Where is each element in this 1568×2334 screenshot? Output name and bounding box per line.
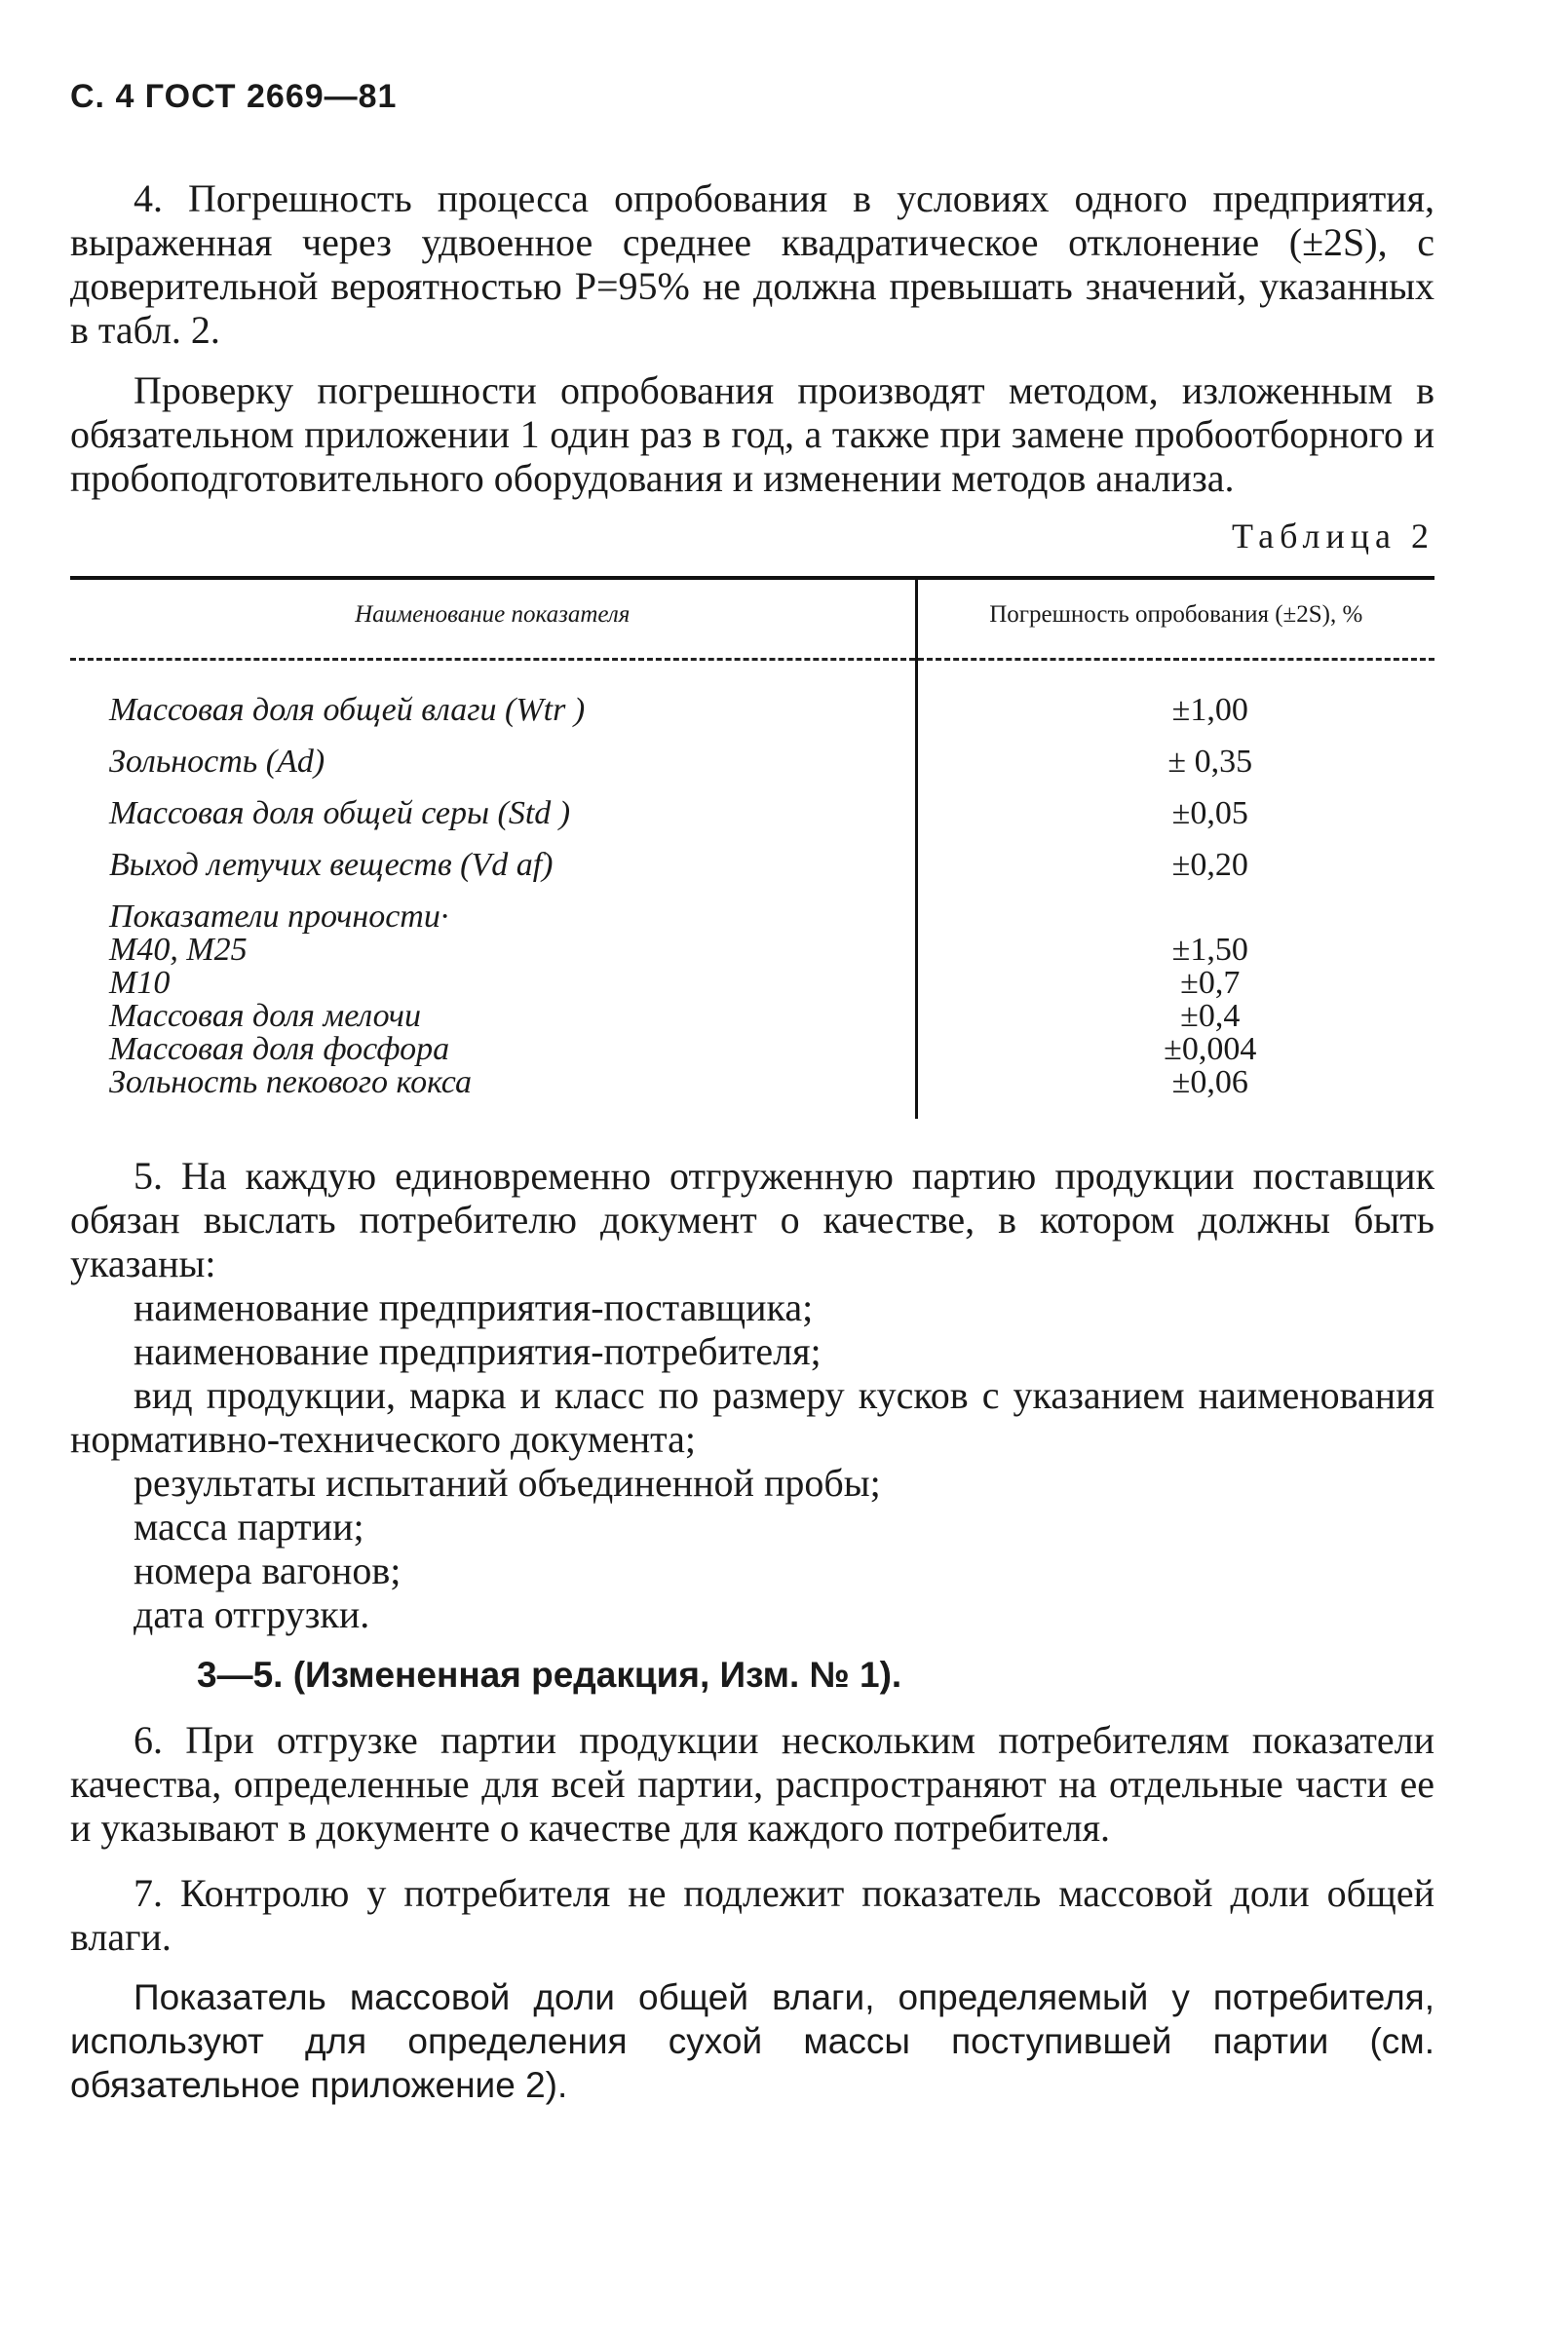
table-cell-name: Показатели прочности·	[109, 899, 449, 935]
table-cell-name: Массовая доля общей влаги (Wtr )	[109, 692, 586, 728]
table-cell-name: М10	[109, 965, 171, 1001]
paragraph-7: 7. Контролю у потребителя не подлежит показатель массовой доли общей влаги.	[70, 1871, 1434, 1959]
paragraph-5: 5. На каждую единовременно отгруженную партию продукции поставщик обязан выслать потребителю документ о качестве, в котором должны быть указаны:	[70, 1154, 1434, 1285]
paragraph-6: 6. При отгрузке партии продукции нескольким потребителям показатели качества, определенные для всей партии, распространяют на отдельные части ее и указывают в документе о качестве для каждого потребителя.	[70, 1718, 1434, 1850]
list-item: результаты испытаний объединенной пробы;	[134, 1461, 881, 1505]
table-cell-value: ±0,7	[916, 967, 1434, 1000]
table-cell-value: ±0,06	[916, 1066, 1434, 1119]
table-cell-name: Массовая доля мелочи	[109, 998, 422, 1034]
list-item: наименование предприятия-поставщика;	[134, 1285, 814, 1329]
table-row	[70, 694, 1434, 746]
table-cell-name: Зольность пекового кокса	[109, 1064, 472, 1100]
table-row	[70, 849, 1434, 900]
table-cell-value: ±1,50	[916, 934, 1434, 967]
table-header-name: Наименование показателя	[70, 578, 916, 660]
amendment-note: 3—5. (Измененная редакция, Изм. № 1).	[197, 1655, 902, 1695]
table-cell-value: ± 0,35	[916, 746, 1434, 797]
section-5	[70, 1154, 1434, 1697]
document-page	[70, 78, 1434, 2107]
error-table	[70, 576, 1434, 1119]
table-cell-name: Выход летучих веществ (Vd af)	[109, 847, 554, 883]
table-cell-value: ±0,05	[916, 797, 1434, 849]
table-row	[70, 746, 1434, 797]
paragraph-7-consumer: Показатель массовой доли общей влаги, определяемый у потребителя, используют для определения сухой массы поступившей партии (см. обязательное приложение 2).	[70, 1977, 1434, 2105]
table-cell-name: М40, М25	[109, 932, 248, 968]
table-cell-value	[916, 900, 1434, 934]
paragraph-4: 4. Погрешность процесса опробования в условиях одного предприятия, выраженная через удвоенное среднее квадратическое отклонение (±2S), с доверительной вероятностью P=95% не должна превышать значений, указанных в табл. 2.	[70, 176, 1434, 352]
table-cell-value: ±0,20	[916, 849, 1434, 900]
table-cell-value: ±1,00	[916, 694, 1434, 746]
table-row	[70, 900, 1434, 934]
table-row	[70, 1000, 1434, 1033]
table-caption: Таблица 2	[1232, 517, 1434, 555]
list-item: наименование предприятия-потребителя;	[134, 1329, 822, 1373]
paragraph-4-check: Проверку погрешности опробования производят методом, изложенным в обязательном приложении 1 один раз в год, а также при замене пробоотборного и пробоподготовительного оборудования и изменении методов анализа.	[70, 368, 1434, 500]
table-row	[70, 934, 1434, 967]
table-cell-value: ±0,004	[916, 1033, 1434, 1066]
list-item: дата отгрузки.	[134, 1592, 370, 1636]
page-header: С. 4 ГОСТ 2669—81	[70, 78, 398, 115]
list-item: масса партии;	[134, 1505, 364, 1549]
table-cell-name: Массовая доля фосфора	[109, 1031, 450, 1067]
list-item: вид продукции, марка и класс по размеру кусков с указанием наименования нормативно-технического документа;	[70, 1373, 1434, 1461]
table-row	[70, 797, 1434, 849]
table-row	[70, 1033, 1434, 1066]
table-header-row	[70, 578, 1434, 660]
table-row	[70, 967, 1434, 1000]
list-item: номера вагонов;	[134, 1549, 402, 1592]
table-cell-name: Зольность (Ad)	[109, 744, 325, 780]
table-row	[70, 1066, 1434, 1119]
table-header-value: Погрешность опробования (±2S), %	[916, 578, 1434, 660]
table-cell-value: ±0,4	[916, 1000, 1434, 1033]
table-cell-name: Массовая доля общей серы (Std )	[109, 795, 571, 831]
